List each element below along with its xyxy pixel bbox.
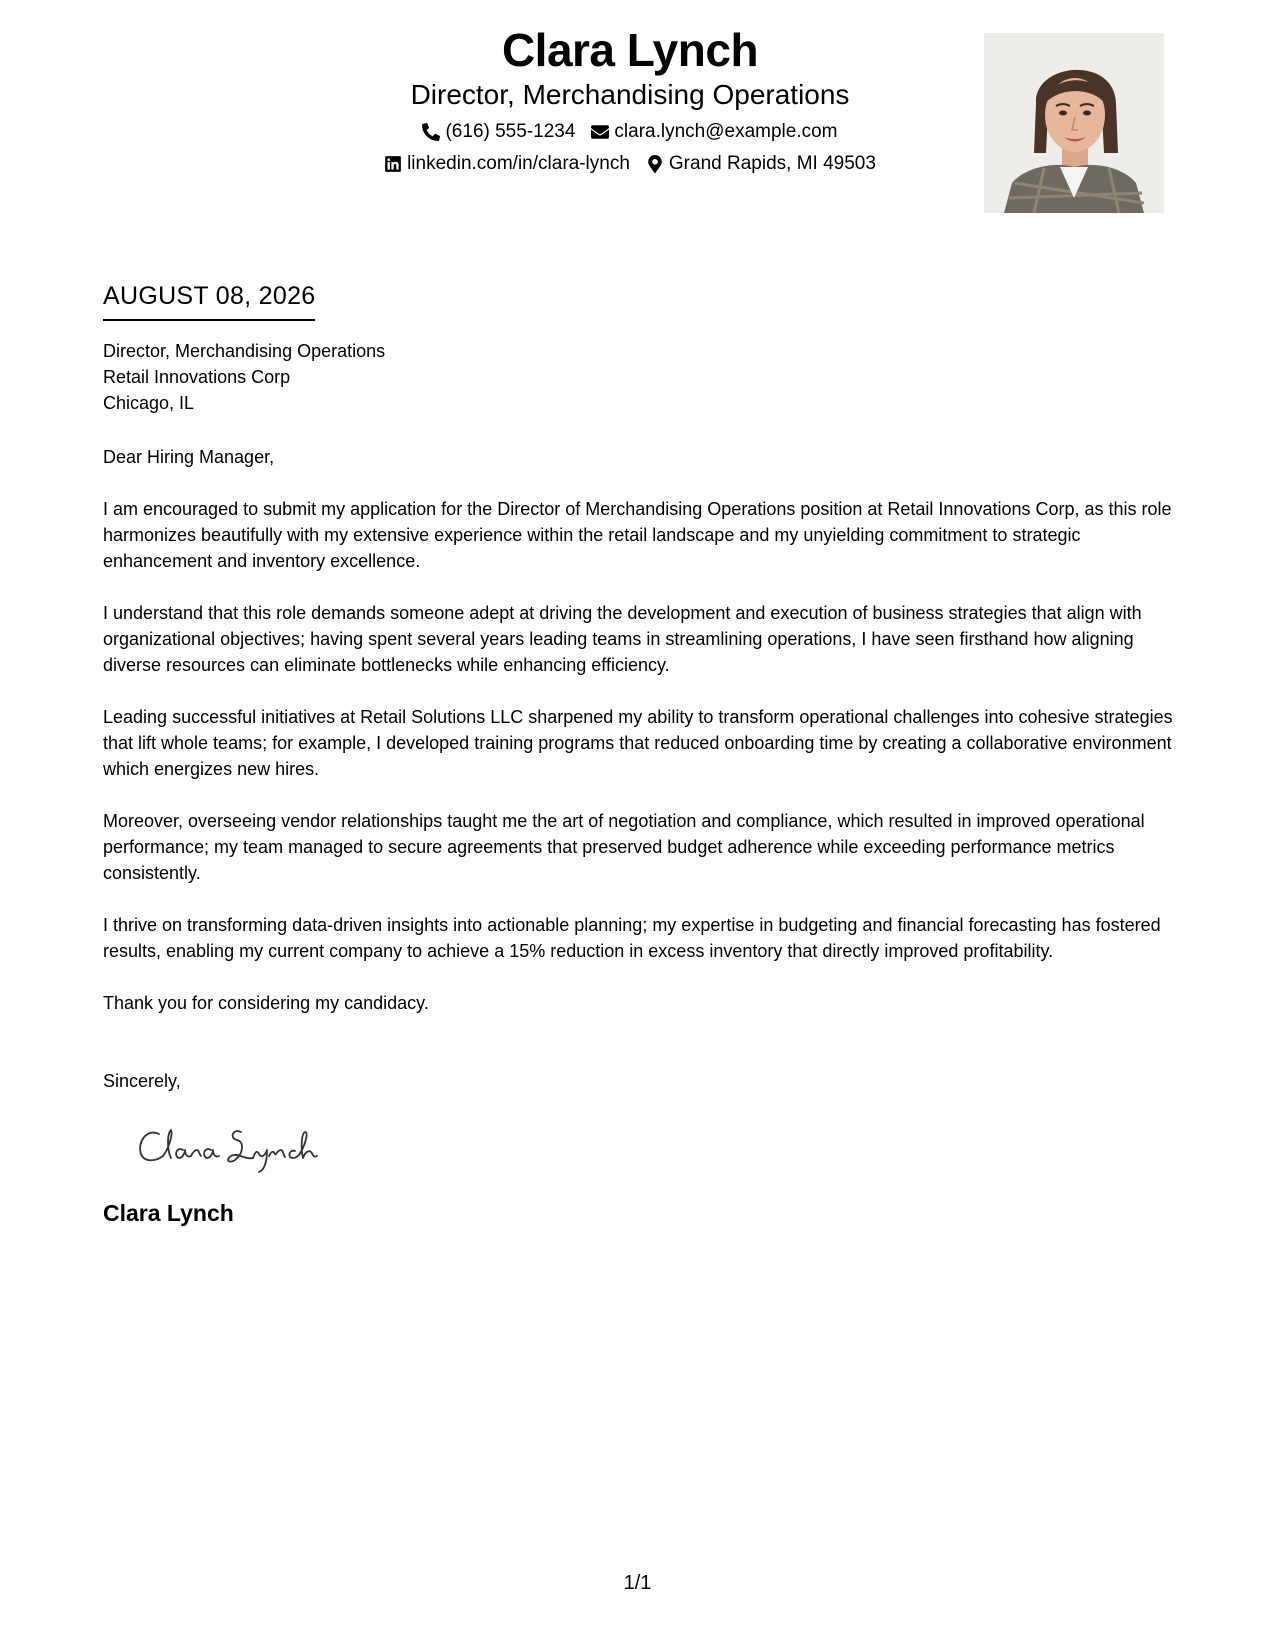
envelope-icon [591, 123, 609, 141]
linkedin-icon [384, 155, 402, 173]
linkedin-contact[interactable] [384, 152, 630, 176]
contact-row-primary [270, 120, 990, 144]
applicant-title: Director, Merchandising Operations [410, 79, 850, 110]
location-contact [646, 152, 876, 176]
letter-header [270, 22, 990, 176]
recipient-block [103, 338, 1183, 416]
closing: Sincerely, [103, 1071, 181, 1091]
recipient-line: Retail Innovations Corp [103, 367, 291, 387]
map-marker-icon [646, 155, 664, 173]
body-paragraph: Leading successful initiatives at Retail Solutions LLC sharpened my ability to transform operational challenges into cohesive strategies that lift whole teams; for example, I developed training programs that reduced onboarding time by creating a collaborative environment which energizes new hires. [103, 707, 1173, 779]
body-paragraph: I understand that this role demands someone adept at driving the development and execution of business strategies that align with organizational objectives; having spent several years leading teams in streamlining operations, I have seen firsthand how aligning diverse resources can eliminate bottlenecks while enhancing efficiency. [103, 603, 1142, 675]
body-paragraph: Thank you for considering my candidacy. [103, 993, 429, 1013]
salutation: Dear Hiring Manager, [103, 447, 275, 467]
recipient-line: Chicago, IL [103, 393, 195, 413]
signed-name: Clara Lynch [103, 1200, 234, 1226]
recipient-line: Director, Merchandising Operations [103, 341, 386, 361]
profile-photo [984, 33, 1164, 213]
handwritten-signature [133, 1120, 333, 1176]
phone-icon [422, 123, 440, 141]
body-paragraph: Moreover, overseeing vendor relationships taught me the art of negotiation and compliance, which resulted in improved operational performance; my team managed to secure agreements that preserved budget adherence while exceeding performance metrics consistently. [103, 811, 1145, 883]
page-number: 1/1 [623, 1572, 652, 1594]
location-text: Grand Rapids, MI 49503 [668, 153, 876, 174]
body-paragraph: I thrive on transforming data-driven insights into actionable planning; my expertise in budgeting and financial forecasting has fostered results, enabling my current company to achieve a 15% reduction in excess inventory that directly improved profitability. [103, 915, 1161, 961]
phone-contact[interactable] [422, 120, 575, 144]
email-contact[interactable] [591, 120, 837, 144]
letter-body [103, 278, 1183, 1228]
contact-row-secondary [270, 152, 990, 176]
email-text: clara.lynch@example.com [614, 121, 838, 142]
letter-date: AUGUST 08, 2026 [103, 278, 315, 321]
linkedin-text: linkedin.com/in/clara-lynch [407, 153, 630, 174]
phone-text: (616) 555-1234 [445, 121, 576, 142]
applicant-name: Clara Lynch [501, 24, 759, 76]
body-paragraph: I am encouraged to submit my application for the Director of Merchandising Operations position at Retail Innovations Corp, as this role harmonizes beautifully with my extensive experience within the retail landscape and my unyielding commitment to strategic enhancement and inventory excellence. [103, 499, 1172, 571]
